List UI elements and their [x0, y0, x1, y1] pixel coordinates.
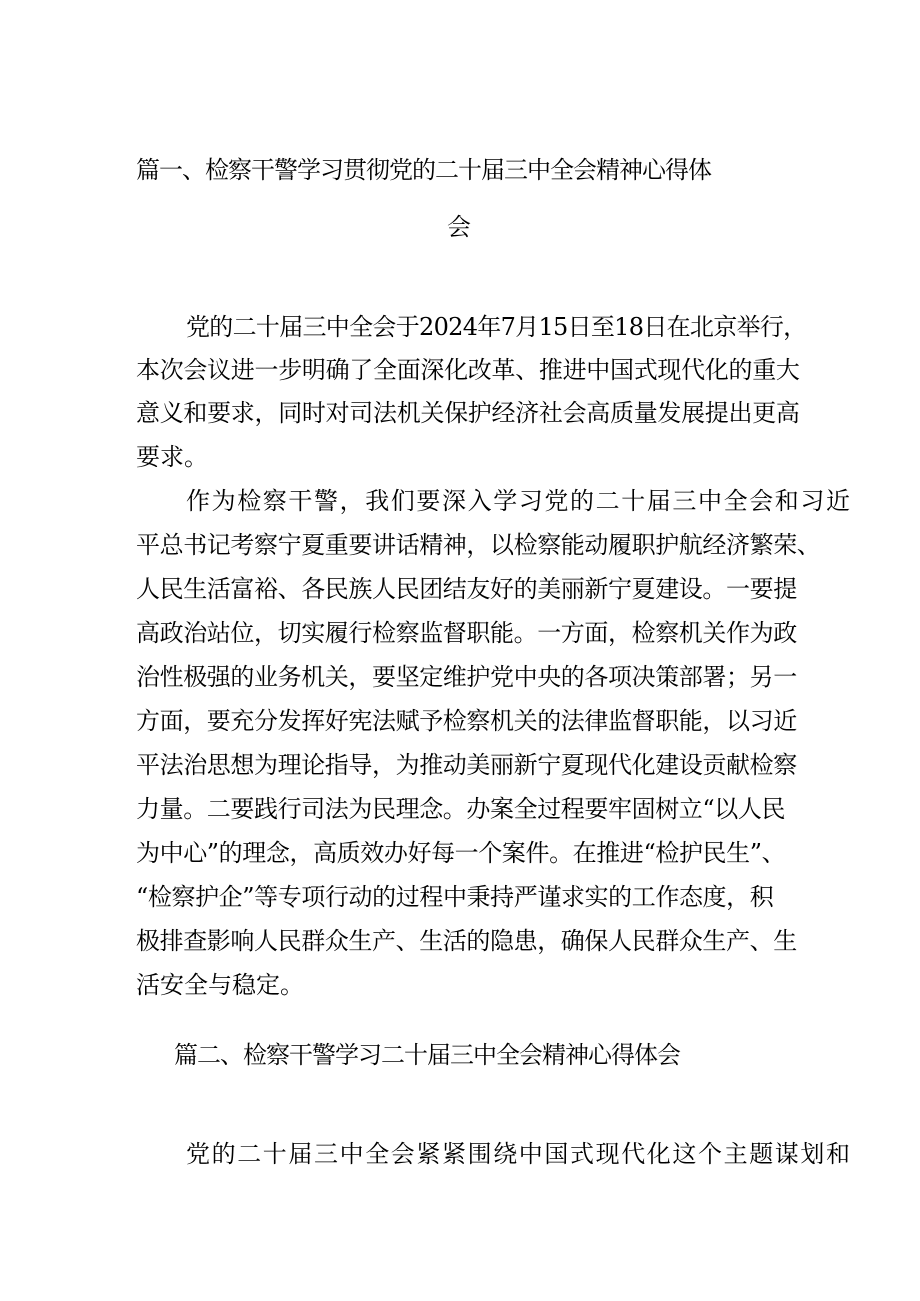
text-line: 作为检察干警，我们要深入学习党的二十届三中全会和习近: [186, 487, 852, 515]
text-line: “检察护企”等专项行动的过程中秉持严谨求实的工作态度，积: [136, 883, 774, 911]
text-line: 为中心”的理念，高质效办好每一个案件。在推进“检护民生”、: [136, 839, 786, 867]
text-line: 极排查影响人民群众生产、生活的隐患，确保人民群众生产、生: [136, 927, 797, 955]
section2-title: 篇二、检察干警学习二十届三中全会精神心得体会: [174, 1041, 680, 1069]
text-line: 力量。二要践行司法为民理念。办案全过程要牢固树立“以人民: [136, 795, 786, 823]
text-line: 活安全与稳定。: [136, 971, 304, 999]
text-line: 平法治思想为理论指导，为推动美丽新宁夏现代化建设贡献检察: [136, 751, 797, 779]
text-line: 治性极强的业务机关，要坚定维护党中央的各项决策部署；另一: [136, 663, 797, 691]
section1-title-line2: 会: [447, 213, 470, 241]
text-line: 方面，要充分发挥好宪法赋予检察机关的法律监督职能，以习近: [136, 707, 797, 735]
section1-title-line1: 篇一、检察干警学习贯彻党的二十届三中全会精神心得体: [136, 156, 711, 184]
text-line: 高政治站位，切实履行检察监督职能。一方面，检察机关作为政: [136, 619, 797, 647]
text-line: 人民生活富裕、各民族人民团结友好的美丽新宁夏建设。一要提: [136, 575, 797, 603]
text-line: 党的二十届三中全会紧紧围绕中国式现代化这个主题谋划和: [186, 1140, 852, 1168]
text-line: 意义和要求，同时对司法机关保护经济社会高质量发展提出更高: [136, 399, 800, 427]
text-line: 平总书记考察宁夏重要讲话精神，以检察能动履职护航经济繁荣、: [136, 531, 821, 559]
text-line: 要求。: [136, 443, 208, 471]
text-line: 本次会议进一步明确了全面深化改革、推进中国式现代化的重大: [136, 356, 800, 384]
text-line: 党的二十届三中全会于2024年7月15日至18日在北京举行，: [186, 313, 807, 341]
